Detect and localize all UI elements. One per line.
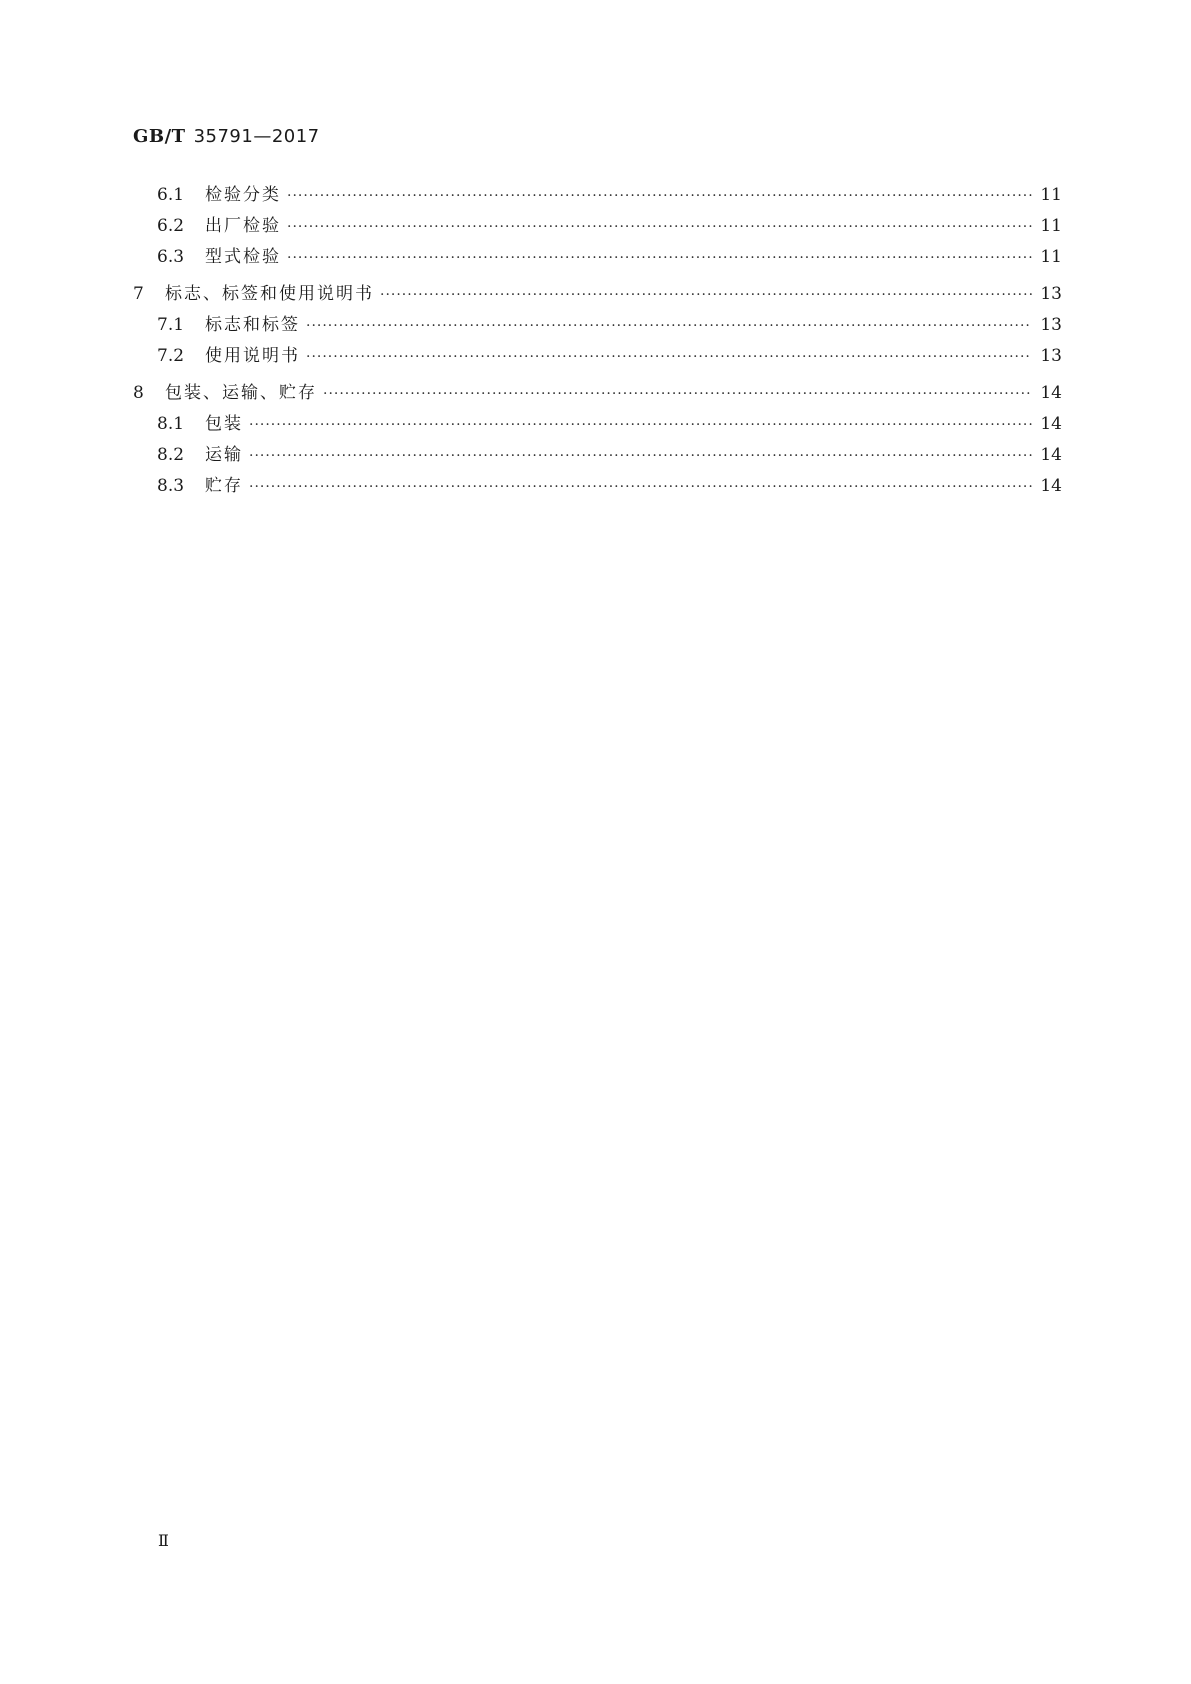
table-of-contents: [133, 180, 1062, 502]
toc-entry[interactable]: [133, 279, 1062, 310]
document-code: [133, 126, 320, 147]
toc-entry-number: 8.3: [157, 476, 185, 496]
toc-entry-title: 运输: [205, 445, 243, 465]
toc-entry-page: 14: [1040, 383, 1062, 403]
toc-entry-title: 包装: [205, 414, 243, 434]
toc-entry[interactable]: [133, 341, 1062, 372]
toc-entry-title: 型式检验: [205, 247, 281, 267]
page-number: Ⅱ: [158, 1531, 169, 1550]
toc-entry-page: 14: [1040, 414, 1062, 434]
toc-entry-number: 7: [133, 284, 144, 304]
standard-prefix: GB/T: [133, 126, 186, 147]
toc-entry-title: 使用说明书: [205, 346, 300, 366]
dot-leader: [306, 311, 1032, 342]
toc-entry-page: 11: [1040, 216, 1062, 236]
dot-leader: [306, 342, 1032, 373]
toc-entry[interactable]: [133, 180, 1062, 211]
dot-leader: [249, 472, 1032, 503]
toc-entry-number: 6.2: [157, 216, 185, 236]
toc-entry-page: 13: [1040, 284, 1062, 304]
toc-entry-title: 贮存: [205, 476, 243, 496]
dot-leader: [249, 441, 1032, 472]
toc-entry-number: 6.1: [157, 185, 185, 205]
toc-entry[interactable]: [133, 378, 1062, 409]
toc-entry-number: 8: [133, 383, 144, 403]
toc-entry-page: 14: [1040, 476, 1062, 496]
toc-entry-number: 6.3: [157, 247, 185, 267]
toc-entry[interactable]: [133, 440, 1062, 471]
toc-entry-title: 包装、运输、贮存: [165, 383, 317, 403]
standard-number: 35791—2017: [193, 126, 320, 147]
dot-leader: [380, 280, 1032, 311]
dot-leader: [249, 410, 1032, 441]
toc-entry[interactable]: [133, 211, 1062, 242]
dot-leader: [323, 379, 1032, 410]
toc-entry[interactable]: [133, 310, 1062, 341]
toc-entry-page: 14: [1040, 445, 1062, 465]
dot-leader: [287, 181, 1032, 212]
toc-entry-page: 11: [1040, 247, 1062, 267]
toc-entry-title: 标志和标签: [205, 315, 300, 335]
toc-entry-title: 出厂检验: [205, 216, 281, 236]
toc-entry[interactable]: [133, 409, 1062, 440]
toc-entry-title: 标志、标签和使用说明书: [165, 284, 374, 304]
toc-entry-number: 8.2: [157, 445, 185, 465]
toc-entry-title: 检验分类: [205, 185, 281, 205]
toc-entry-number: 7.1: [157, 315, 185, 335]
toc-entry[interactable]: [133, 471, 1062, 502]
toc-entry-number: 7.2: [157, 346, 185, 366]
toc-entry-page: 13: [1040, 315, 1062, 335]
toc-entry-page: 11: [1040, 185, 1062, 205]
dot-leader: [287, 212, 1032, 243]
toc-entry[interactable]: [133, 242, 1062, 273]
dot-leader: [287, 243, 1032, 274]
toc-entry-page: 13: [1040, 346, 1062, 366]
toc-entry-number: 8.1: [157, 414, 185, 434]
